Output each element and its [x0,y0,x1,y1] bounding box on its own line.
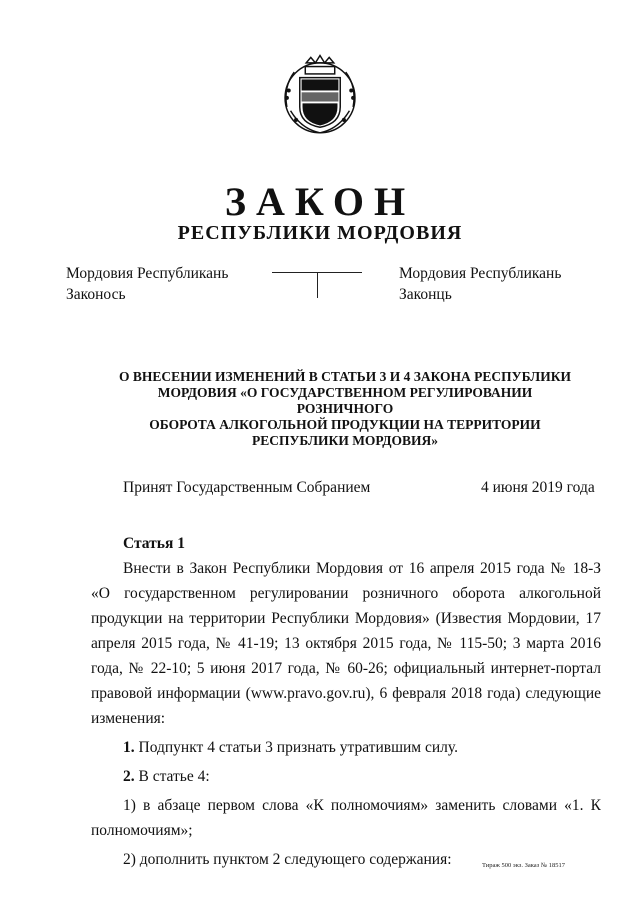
adopted-date: 4 июня 2019 года [481,479,595,496]
article-subitem-2: 2) дополнить пунктом 2 следующего содержания: [123,851,452,868]
left-header-line-2: Законось [66,286,126,303]
heading-line-2: МОРДОВИЯ «О ГОСУДАРСТВЕННОМ РЕГУЛИРОВАНИИ РОЗНИЧНОГО [157,385,533,416]
law-heading [110,369,580,449]
item-2-text: В статье 4: [134,768,210,785]
article-title: Статья 1 [123,535,185,552]
article-item-1 [91,735,601,760]
left-header-line-1: Мордовия Республикань [66,265,229,282]
article-item-2 [91,764,601,789]
article-body [91,556,601,872]
item-1-number: 1. [123,739,135,756]
item-1-text: Подпункт 4 статьи 3 признать утратившим силу. [134,739,458,756]
right-header-block [399,263,561,305]
print-run-info: Тираж 500 экз. Заказ № 18517 [482,862,565,869]
heading-line-1: О ВНЕСЕНИИ ИЗМЕНЕНИЙ В СТАТЬИ 3 И 4 ЗАКОНА РЕСПУБЛИКИ [118,369,572,384]
header-divider-vertical [317,272,318,298]
mordovia-coat-of-arms-icon [274,50,366,142]
right-header-line-1: Мордовия Республикань [399,265,562,282]
right-header-line-2: Законць [399,286,452,303]
article-subitem-1: 1) в абзаце первом слова «К полномочиям» заменить словами «1. К полномочиям»; [91,797,601,839]
item-2-number: 2. [123,768,135,785]
left-header-block [66,263,228,305]
law-title: ЗАКОН [224,179,416,224]
article-intro: Внести в Закон Республики Мордовия от 16 апреля 2015 года № 18-З «О государственном регулировании розничного оборота алкогольной продукции на территории Республики Мордовия» (Известия Мордовии, 17 апреля 2015 года, № 41-19; 13 октября 2015 года, № 115-50; 3 марта 2016 года, № 22-10; 5 июня 2017 года, № 60-26; официальный интернет-портал правовой информации (www.pravo.gov.ru), 6 февраля 2018 года) следующие изменения: [91,560,601,727]
republic-title: РЕСПУБЛИКИ МОРДОВИЯ [177,222,463,244]
heading-line-4: РЕСПУБЛИКИ МОРДОВИЯ» [251,433,439,448]
adopted-by-label: Принят Государственным Собранием [123,479,371,496]
heading-line-3: ОБОРОТА АЛКОГОЛЬНОЙ ПРОДУКЦИИ НА ТЕРРИТОРИИ [149,417,541,432]
